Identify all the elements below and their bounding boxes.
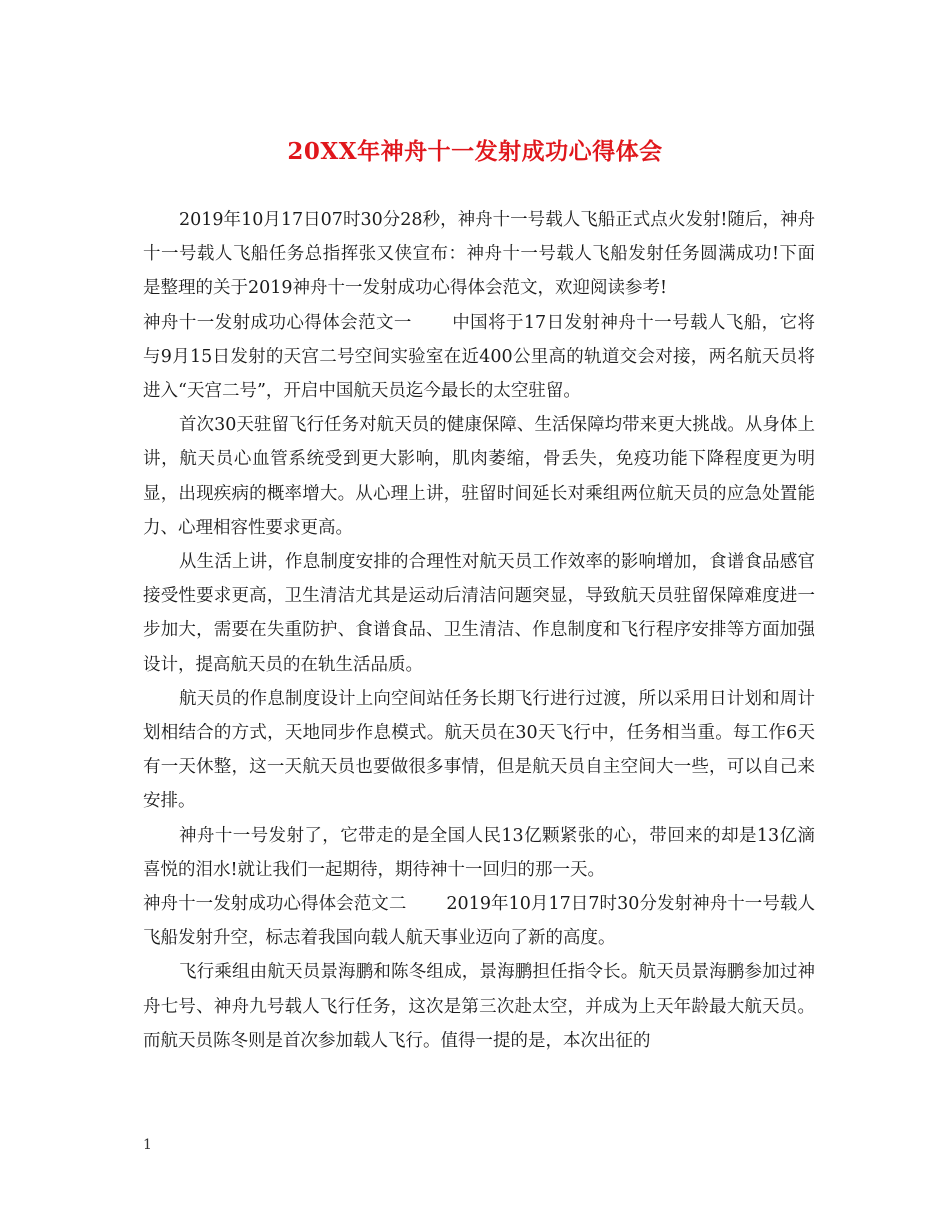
paragraph-challenges: 首次30天驻留飞行任务对航天员的健康保障、生活保障均带来更大挑战。从身体上讲，航天员心血管系统受到更大影响，肌肉萎缩，骨丢失，免疫功能下降程度更为明显，出现疾病的概率增大。从心理上讲，驻留时间延长对乘组两位航天员的应急处置能力、心理相容性要求更高。 bbox=[143, 415, 815, 538]
document-body bbox=[143, 203, 815, 1058]
essay-one-text: 中国将于17日发射神舟十一号载人飞船，它将与9月15日发射的天宫二号空间实验室在近400公里高的轨道交会对接，两名航天员将进入“天宫二号”，开启中国航天员迄今最长的太空驻留。 bbox=[143, 312, 815, 402]
essay-one-heading: 神舟十一发射成功心得体会范文一 bbox=[143, 312, 412, 333]
paragraph-schedule: 航天员的作息制度设计上向空间站任务长期飞行进行过渡，所以采用日计划和周计划相结合的方式，天地同步作息模式。航天员在30天飞行中，任务相当重。每工作6天有一天休整，这一天航天员也要做很多事情，但是航天员自主空间大一些，可以自己来安排。 bbox=[143, 688, 815, 812]
essay-two-heading: 神舟十一发射成功心得体会范文二 bbox=[143, 894, 407, 915]
paragraph-crew: 飞行乘组由航天员景海鹏和陈冬组成，景海鹏担任指令长。航天员景海鹏参加过神舟七号、神舟九号载人飞行任务，这次是第三次赴太空，并成为上天年龄最大航天员。而航天员陈冬则是首次参加载人飞行。值得一提的是，本次出征的 bbox=[143, 962, 815, 1051]
document-title: 20XX年神舟十一发射成功心得体会 bbox=[287, 138, 663, 165]
paragraph-essay-one bbox=[143, 306, 815, 409]
paragraph-closing-one: 神舟十一号发射了，它带走的是全国人民13亿颗紧张的心，带回来的却是13亿滴喜悦的泪水!就让我们一起期待，期待神十一回归的那一天。 bbox=[143, 825, 815, 880]
paragraph-essay-two bbox=[143, 887, 815, 955]
page-number: 1 bbox=[143, 1137, 152, 1153]
essay-two-text: 2019年10月17日7时30分发射神舟十一号载人飞船发射升空，标志着我国向载人航天事业迈向了新的高度。 bbox=[143, 894, 815, 949]
paragraph-intro: 2019年10月17日07时30分28秒，神舟十一号载人飞船正式点火发射!随后，神舟十一号载人飞船任务总指挥张又侠宣布：神舟十一号载人飞船发射任务圆满成功!下面是整理的关于2019神舟十一发射成功心得体会范文，欢迎阅读参考! bbox=[143, 210, 815, 299]
paragraph-daily-life: 从生活上讲，作息制度安排的合理性对航天员工作效率的影响增加，食谱食品感官接受性要求更高，卫生清洁尤其是运动后清洁问题突显，导致航天员驻留保障难度进一步加大，需要在失重防护、食谱食品、卫生清洁、作息制度和飞行程序安排等方面加强设计，提高航天员的在轨生活品质。 bbox=[143, 552, 815, 675]
